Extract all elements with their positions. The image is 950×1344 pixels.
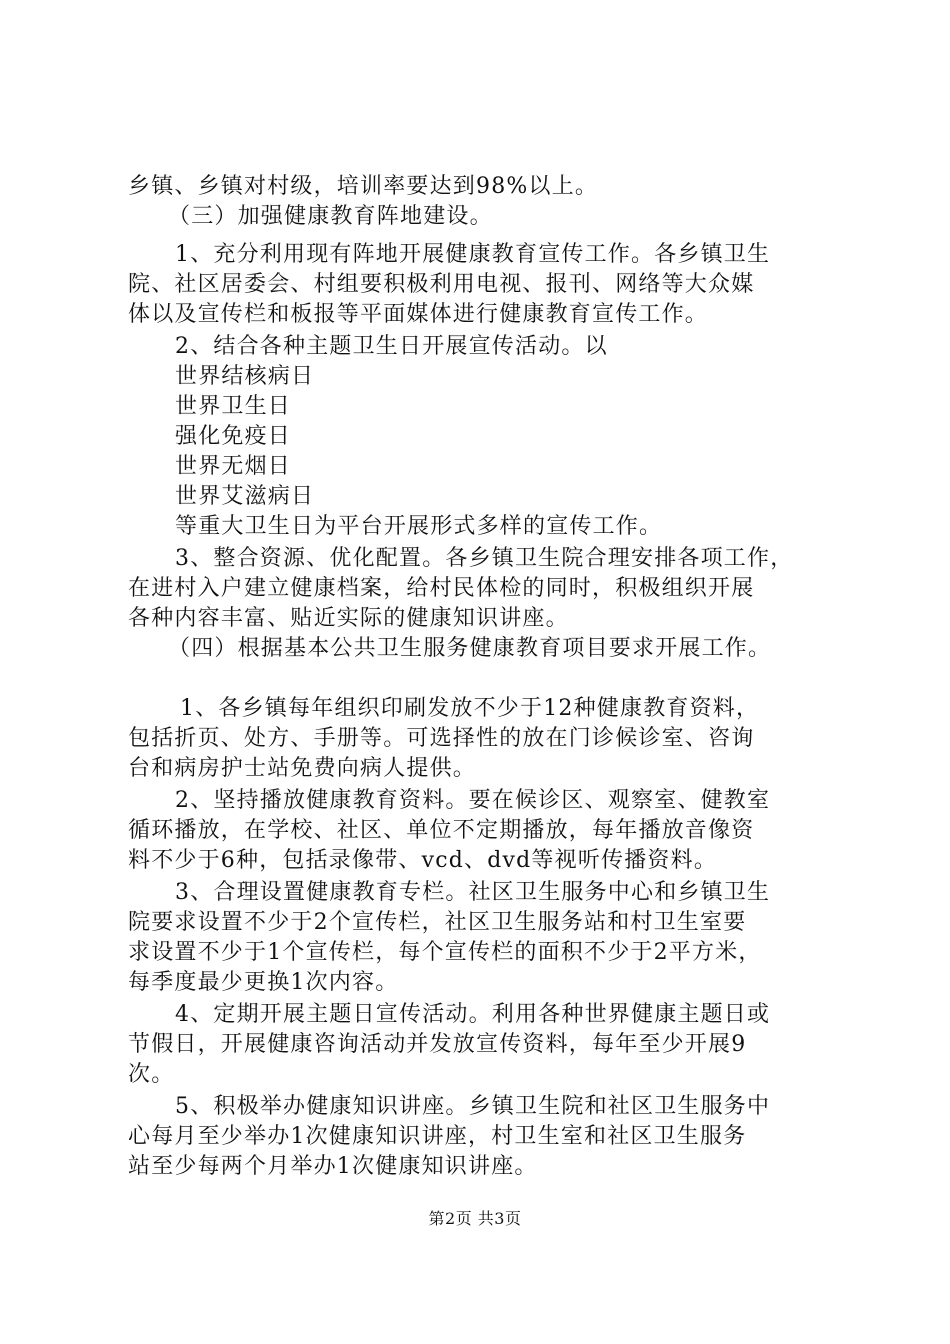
text-line: 次。 <box>128 1062 175 1087</box>
text-line: 院要求设置不少于2个宣传栏，社区卫生服务站和村卫生室要 <box>128 910 747 935</box>
text-line: 循环播放，在学校、社区、单位不定期播放，每年播放音像资 <box>128 818 755 843</box>
list-item: 世界艾滋病日 <box>175 484 315 509</box>
text-line: 各种内容丰富、贴近实际的健康知识讲座。 <box>128 606 569 631</box>
text-line: 1、充分利用现有阵地开展健康教育宣传工作。各乡镇卫生 <box>175 242 771 267</box>
text-line: 5、积极举办健康知识讲座。乡镇卫生院和社区卫生服务中 <box>175 1094 771 1119</box>
list-item: 世界结核病日 <box>175 364 315 389</box>
text-line: 料不少于6种，包括录像带、vcd、dvd等视听传播资料。 <box>128 848 718 873</box>
text-line: 4、定期开展主题日宣传活动。利用各种世界健康主题日或 <box>175 1002 771 1027</box>
text-line: 3、合理设置健康教育专栏。社区卫生服务中心和乡镇卫生 <box>175 880 771 905</box>
text-line: 院、社区居委会、村组要积极利用电视、报刊、网络等大众媒 <box>128 272 755 297</box>
text-line: 3、整合资源、优化配置。各乡镇卫生院合理安排各项工作， <box>175 546 794 571</box>
text-line: 节假日，开展健康咨询活动并发放宣传资料，每年至少开展9 <box>128 1032 747 1057</box>
text-line: 每季度最少更换1次内容。 <box>128 970 399 995</box>
list-item: 世界卫生日 <box>175 394 292 419</box>
text-line: 体以及宣传栏和板报等平面媒体进行健康教育宣传工作。 <box>128 302 709 327</box>
list-item: 强化免疫日 <box>175 424 292 449</box>
text-line: 乡镇、乡镇对村级，培训率要达到98%以上。 <box>128 174 599 199</box>
text-line: 心每月至少举办1次健康知识讲座，村卫生室和社区卫生服务 <box>128 1124 747 1149</box>
text-line: 1、各乡镇每年组织印刷发放不少于12种健康教育资料， <box>180 696 760 721</box>
text-line: 求设置不少于1个宣传栏，每个宣传栏的面积不少于2平方米， <box>128 940 762 965</box>
text-line: 台和病房护士站免费向病人提供。 <box>128 756 477 781</box>
text-line: 包括折页、处方、手册等。可选择性的放在门诊候诊室、咨询 <box>128 726 755 751</box>
text-line: 2、结合各种主题卫生日开展宣传活动。以 <box>175 334 608 359</box>
text-line: 2、坚持播放健康教育资料。要在候诊区、观察室、健教室 <box>175 788 771 813</box>
text-line: 在进村入户建立健康档案，给村民体检的同时，积极组织开展 <box>128 576 755 601</box>
list-item: 世界无烟日 <box>175 454 292 479</box>
section-heading: （三）加强健康教育阵地建设。 <box>168 204 493 229</box>
page-number-footer: 第2页 共3页 <box>428 1209 522 1228</box>
section-heading: （四）根据基本公共卫生服务健康教育项目要求开展工作。 <box>168 636 772 661</box>
text-line: 等重大卫生日为平台开展形式多样的宣传工作。 <box>175 514 663 539</box>
text-line: 站至少每两个月举办1次健康知识讲座。 <box>128 1154 538 1179</box>
